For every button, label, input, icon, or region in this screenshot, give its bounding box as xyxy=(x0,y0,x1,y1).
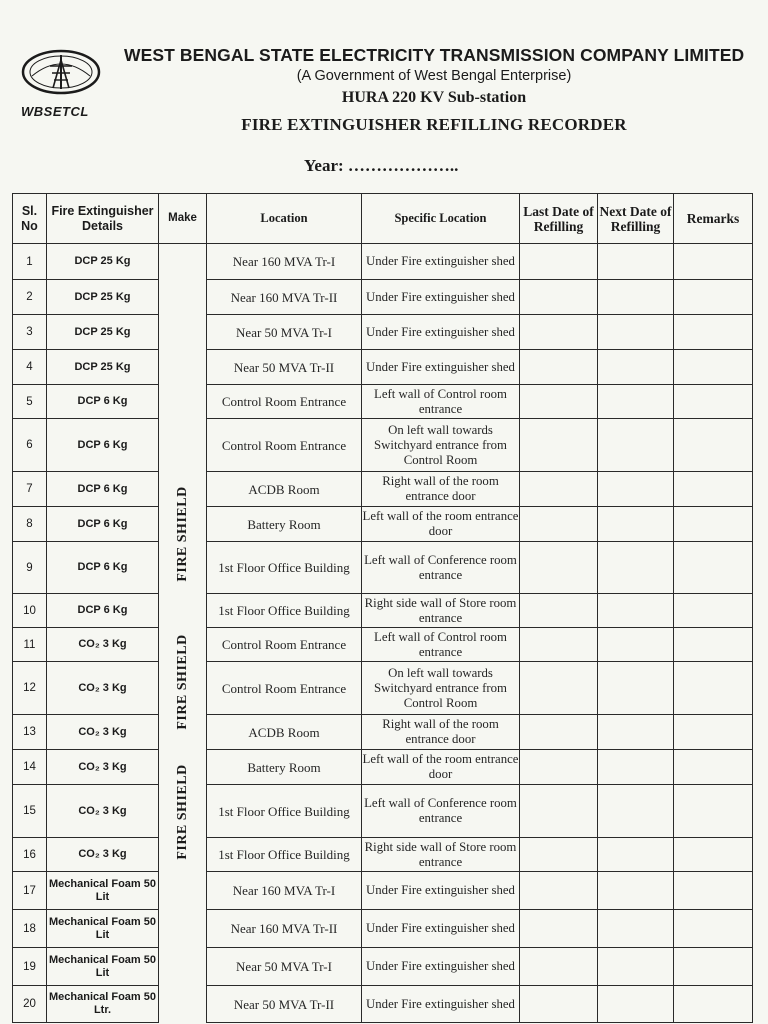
row-last-date xyxy=(520,419,598,472)
page-title: FIRE EXTINGUISHER REFILLING RECORDER xyxy=(241,115,627,134)
row-specific-location: On left wall towards Switchyard entrance from Control Room xyxy=(362,419,520,472)
row-extinguisher-details: DCP 6 Kg xyxy=(47,419,159,472)
table-row xyxy=(13,507,753,542)
row-extinguisher-details: Mechanical Foam 50 Lit xyxy=(47,910,159,948)
row-extinguisher-details: DCP 25 Kg xyxy=(47,350,159,385)
col-header-next-date: Next Date of Refilling xyxy=(598,194,674,244)
row-next-date xyxy=(598,872,674,910)
row-sl-no: 20 xyxy=(13,986,47,1023)
table-row xyxy=(13,350,753,385)
row-specific-location: Under Fire extinguisher shed xyxy=(362,910,520,948)
row-last-date xyxy=(520,872,598,910)
row-last-date xyxy=(520,838,598,872)
row-last-date xyxy=(520,315,598,350)
row-next-date xyxy=(598,244,674,280)
row-specific-location: Under Fire extinguisher shed xyxy=(362,872,520,910)
row-specific-location: Right wall of the room entrance door xyxy=(362,472,520,507)
row-sl-no: 15 xyxy=(13,785,47,838)
row-specific-location: Under Fire extinguisher shed xyxy=(362,350,520,385)
row-remarks xyxy=(674,715,753,750)
row-specific-location: Left wall of Conference room entrance xyxy=(362,542,520,594)
row-sl-no: 16 xyxy=(13,838,47,872)
company-subtitle: (A Government of West Bengal Enterprise) xyxy=(296,68,572,84)
row-location: Battery Room xyxy=(207,750,362,785)
row-specific-location: Under Fire extinguisher shed xyxy=(362,244,520,280)
row-last-date xyxy=(520,472,598,507)
row-remarks xyxy=(674,662,753,715)
row-remarks xyxy=(674,750,753,785)
row-remarks xyxy=(674,385,753,419)
row-remarks xyxy=(674,280,753,315)
row-extinguisher-details: DCP 6 Kg xyxy=(47,385,159,419)
refilling-table xyxy=(12,193,753,1023)
col-header-location: Location xyxy=(207,194,362,244)
row-extinguisher-details: CO₂ 3 Kg xyxy=(47,715,159,750)
row-location: Near 160 MVA Tr-II xyxy=(207,910,362,948)
row-last-date xyxy=(520,986,598,1023)
row-location: Control Room Entrance xyxy=(207,385,362,419)
row-extinguisher-details: DCP 6 Kg xyxy=(47,472,159,507)
row-next-date xyxy=(598,750,674,785)
row-location: 1st Floor Office Building xyxy=(207,838,362,872)
row-extinguisher-details: CO₂ 3 Kg xyxy=(47,785,159,838)
row-last-date xyxy=(520,715,598,750)
company-name: WEST BENGAL STATE ELECTRICITY TRANSMISSION COMPANY LIMITED xyxy=(124,45,745,65)
table-row xyxy=(13,910,753,948)
table-row xyxy=(13,948,753,986)
row-last-date xyxy=(520,785,598,838)
make-cell xyxy=(159,244,207,1023)
row-sl-no: 7 xyxy=(13,472,47,507)
row-last-date xyxy=(520,507,598,542)
row-extinguisher-details: DCP 6 Kg xyxy=(47,594,159,628)
col-header-remarks: Remarks xyxy=(674,194,753,244)
row-next-date xyxy=(598,542,674,594)
row-location: Near 50 MVA Tr-I xyxy=(207,315,362,350)
row-location: Near 50 MVA Tr-II xyxy=(207,986,362,1023)
col-header-details: Fire Extinguisher Details xyxy=(47,194,159,244)
row-extinguisher-details: CO₂ 3 Kg xyxy=(47,838,159,872)
row-sl-no: 18 xyxy=(13,910,47,948)
header-row xyxy=(13,194,753,244)
row-next-date xyxy=(598,419,674,472)
row-remarks xyxy=(674,838,753,872)
table-row xyxy=(13,385,753,419)
row-location: Near 160 MVA Tr-I xyxy=(207,872,362,910)
row-sl-no: 8 xyxy=(13,507,47,542)
row-last-date xyxy=(520,662,598,715)
table-row xyxy=(13,838,753,872)
row-last-date xyxy=(520,628,598,662)
row-sl-no: 14 xyxy=(13,750,47,785)
row-next-date xyxy=(598,986,674,1023)
table-row xyxy=(13,244,753,280)
row-specific-location: Left wall of Control room entrance xyxy=(362,385,520,419)
row-last-date xyxy=(520,542,598,594)
row-next-date xyxy=(598,715,674,750)
row-next-date xyxy=(598,838,674,872)
row-last-date xyxy=(520,244,598,280)
row-next-date xyxy=(598,662,674,715)
table-row xyxy=(13,542,753,594)
row-next-date xyxy=(598,910,674,948)
row-sl-no: 5 xyxy=(13,385,47,419)
row-extinguisher-details: DCP 25 Kg xyxy=(47,280,159,315)
row-next-date xyxy=(598,948,674,986)
row-last-date xyxy=(520,750,598,785)
col-header-last-date: Last Date of Refilling xyxy=(520,194,598,244)
col-header-make: Make xyxy=(159,194,207,244)
wbsetcl-logo-icon xyxy=(20,48,102,96)
row-next-date xyxy=(598,594,674,628)
col-header-sl: Sl. No xyxy=(13,194,47,244)
logo-label: WBSETCL xyxy=(21,104,89,119)
row-remarks xyxy=(674,910,753,948)
row-sl-no: 13 xyxy=(13,715,47,750)
row-last-date xyxy=(520,910,598,948)
table-row xyxy=(13,280,753,315)
row-location: Near 50 MVA Tr-I xyxy=(207,948,362,986)
row-location: Control Room Entrance xyxy=(207,662,362,715)
row-remarks xyxy=(674,948,753,986)
row-extinguisher-details: CO₂ 3 Kg xyxy=(47,750,159,785)
row-sl-no: 4 xyxy=(13,350,47,385)
row-location: 1st Floor Office Building xyxy=(207,542,362,594)
row-remarks xyxy=(674,419,753,472)
row-specific-location: Right wall of the room entrance door xyxy=(362,715,520,750)
make-stamp-fire-shield: FIRE SHIELD xyxy=(174,764,190,860)
row-remarks xyxy=(674,472,753,507)
row-location: Control Room Entrance xyxy=(207,419,362,472)
row-last-date xyxy=(520,385,598,419)
table-row xyxy=(13,986,753,1023)
row-extinguisher-details: Mechanical Foam 50 Lit xyxy=(47,872,159,910)
row-specific-location: Right side wall of Store room entrance xyxy=(362,594,520,628)
row-extinguisher-details: DCP 6 Kg xyxy=(47,507,159,542)
row-sl-no: 11 xyxy=(13,628,47,662)
row-location: Near 160 MVA Tr-I xyxy=(207,244,362,280)
row-location: Near 50 MVA Tr-II xyxy=(207,350,362,385)
row-sl-no: 2 xyxy=(13,280,47,315)
row-remarks xyxy=(674,594,753,628)
row-specific-location: Left wall of Control room entrance xyxy=(362,628,520,662)
row-extinguisher-details: Mechanical Foam 50 Lit xyxy=(47,948,159,986)
row-location: 1st Floor Office Building xyxy=(207,594,362,628)
row-sl-no: 10 xyxy=(13,594,47,628)
row-remarks xyxy=(674,785,753,838)
row-next-date xyxy=(598,472,674,507)
substation-name: HURA 220 KV Sub-station xyxy=(341,89,527,106)
row-extinguisher-details: DCP 25 Kg xyxy=(47,315,159,350)
row-remarks xyxy=(674,872,753,910)
row-next-date xyxy=(598,350,674,385)
table-row xyxy=(13,628,753,662)
table-row xyxy=(13,750,753,785)
row-sl-no: 17 xyxy=(13,872,47,910)
row-location: Battery Room xyxy=(207,507,362,542)
row-last-date xyxy=(520,948,598,986)
row-remarks xyxy=(674,507,753,542)
table-row xyxy=(13,472,753,507)
make-stamp-fire-shield: FIRE SHIELD xyxy=(174,486,190,582)
make-stamp-fire-shield: FIRE SHIELD xyxy=(174,634,190,730)
row-next-date xyxy=(598,785,674,838)
row-sl-no: 19 xyxy=(13,948,47,986)
row-sl-no: 1 xyxy=(13,244,47,280)
row-remarks xyxy=(674,244,753,280)
row-specific-location: Under Fire extinguisher shed xyxy=(362,315,520,350)
row-location: 1st Floor Office Building xyxy=(207,785,362,838)
row-specific-location: Under Fire extinguisher shed xyxy=(362,948,520,986)
row-specific-location: Left wall of Conference room entrance xyxy=(362,785,520,838)
row-extinguisher-details: DCP 6 Kg xyxy=(47,542,159,594)
row-extinguisher-details: CO₂ 3 Kg xyxy=(47,662,159,715)
row-sl-no: 3 xyxy=(13,315,47,350)
row-next-date xyxy=(598,628,674,662)
row-specific-location: Under Fire extinguisher shed xyxy=(362,986,520,1023)
row-extinguisher-details: Mechanical Foam 50 Ltr. xyxy=(47,986,159,1023)
table-row xyxy=(13,715,753,750)
table-body xyxy=(13,244,753,1023)
row-extinguisher-details: CO₂ 3 Kg xyxy=(47,628,159,662)
row-sl-no: 6 xyxy=(13,419,47,472)
table-row xyxy=(13,315,753,350)
row-remarks xyxy=(674,350,753,385)
row-remarks xyxy=(674,628,753,662)
row-remarks xyxy=(674,542,753,594)
table-row xyxy=(13,419,753,472)
row-specific-location: On left wall towards Switchyard entrance from Control Room xyxy=(362,662,520,715)
row-remarks xyxy=(674,315,753,350)
row-specific-location: Right side wall of Store room entrance xyxy=(362,838,520,872)
row-next-date xyxy=(598,507,674,542)
row-last-date xyxy=(520,594,598,628)
row-location: Control Room Entrance xyxy=(207,628,362,662)
year-field: Year: ……………….. xyxy=(304,156,459,175)
row-next-date xyxy=(598,280,674,315)
table-row xyxy=(13,662,753,715)
col-header-specific-location: Specific Location xyxy=(362,194,520,244)
row-sl-no: 9 xyxy=(13,542,47,594)
row-location: ACDB Room xyxy=(207,715,362,750)
row-next-date xyxy=(598,315,674,350)
row-specific-location: Under Fire extinguisher shed xyxy=(362,280,520,315)
table-row xyxy=(13,785,753,838)
row-specific-location: Left wall of the room entrance door xyxy=(362,750,520,785)
row-sl-no: 12 xyxy=(13,662,47,715)
row-last-date xyxy=(520,350,598,385)
table-row xyxy=(13,872,753,910)
row-location: Near 160 MVA Tr-II xyxy=(207,280,362,315)
row-specific-location: Left wall of the room entrance door xyxy=(362,507,520,542)
table-row xyxy=(13,594,753,628)
row-extinguisher-details: DCP 25 Kg xyxy=(47,244,159,280)
row-next-date xyxy=(598,385,674,419)
row-last-date xyxy=(520,280,598,315)
row-remarks xyxy=(674,986,753,1023)
row-location: ACDB Room xyxy=(207,472,362,507)
